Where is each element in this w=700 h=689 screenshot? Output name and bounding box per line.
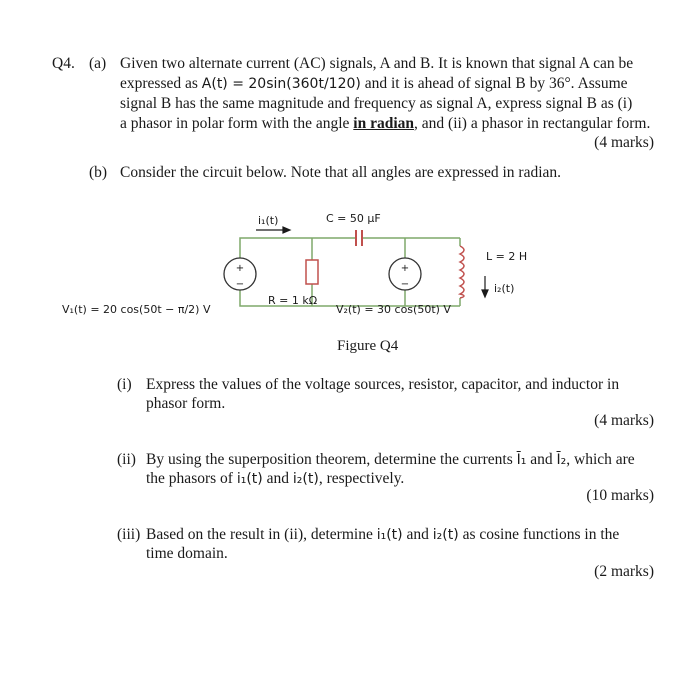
sub-ii-line1: [146, 450, 635, 470]
part-b-text: Consider the circuit below. Note that all angles are expressed in radian.: [120, 164, 562, 181]
v1-plus: +: [235, 263, 245, 274]
i2-label: i₂(t): [494, 282, 515, 295]
sub-i-marks: (4 marks): [594, 412, 654, 429]
sub-ii-line2-mid: and: [262, 470, 293, 487]
inductor-label: L = 2 H: [486, 250, 528, 263]
i1-arrow: [256, 227, 290, 233]
sub-ii-line2-pre: the phasors of: [146, 470, 237, 487]
signal-a-equation: A(t) = 20sin(360t/120): [201, 76, 361, 92]
part-b-label: (b): [89, 164, 108, 181]
v2-minus: −: [400, 279, 410, 290]
sub-ii-line2-post: , respectively.: [318, 470, 405, 487]
v2-label: V₂(t) = 30 cos(50t) V: [336, 303, 451, 316]
part-a-line4-pre: a phasor in polar form with the angle: [120, 115, 354, 132]
sub-ii-line1-post: , which are: [566, 451, 635, 468]
v1-label: V₁(t) = 20 cos(50t − π/2) V: [62, 303, 211, 316]
v2-plus: +: [400, 263, 410, 274]
part-a-line2: [120, 74, 628, 94]
inductor-symbol: [460, 246, 464, 298]
sub-i-label: (i): [117, 376, 132, 393]
resistor-symbol: [306, 260, 318, 284]
sub-ii-line1-pre: By using the superposition theorem, determine the currents: [146, 451, 517, 468]
i1-phasor: Ī₁: [516, 452, 527, 468]
top-wire: [240, 238, 460, 258]
v1-minus: −: [235, 279, 245, 290]
part-a-line2-post: and it is ahead of signal B by 36°. Assume: [360, 75, 628, 92]
in-radian-emphasis: in radian: [353, 115, 415, 132]
sub-i-line1: Express the values of the voltage sources, resistor, capacitor, and inductor in: [146, 376, 620, 393]
i2-phasor: Ī₂: [556, 452, 567, 468]
sub-ii-line2: [146, 469, 404, 489]
sub-iii-line1-post: as cosine functions in the: [458, 526, 620, 543]
v2-source: [389, 258, 421, 290]
sub-iii-line2: time domain.: [146, 545, 228, 562]
i1t: i₁(t): [376, 527, 403, 543]
question-number: Q4.: [52, 55, 75, 72]
part-a-line1: Given two alternate current (AC) signals, A and B. It is known that signal A can be: [120, 55, 634, 72]
sub-ii-marks: (10 marks): [586, 487, 654, 504]
sub-ii-label: (ii): [117, 451, 136, 468]
i2-arrow: [482, 276, 488, 297]
i1-label: i₁(t): [258, 214, 279, 227]
capacitor-label: C = 50 μF: [326, 212, 381, 225]
part-a-label: (a): [89, 55, 107, 72]
sub-ii-line1-mid: and: [526, 451, 557, 468]
sub-iii-line1-pre: Based on the result in (ii), determine: [146, 526, 377, 543]
part-a-line4: [120, 114, 650, 133]
i2t: i₂(t): [292, 471, 319, 487]
part-a-line2-pre: expressed as: [120, 75, 202, 92]
sub-iii-line1: [146, 525, 619, 545]
figure-caption: Figure Q4: [337, 338, 399, 354]
v1-source: [224, 258, 256, 290]
resistor-label: R = 1 kΩ: [268, 294, 318, 307]
i1t: i₁(t): [236, 471, 263, 487]
sub-iii-label: (iii): [117, 526, 141, 543]
sub-iii-line1-mid: and: [402, 526, 433, 543]
part-a-line3: signal B has the same magnitude and frequency as signal A, express signal B as (i): [120, 95, 633, 112]
sub-iii-marks: (2 marks): [594, 563, 654, 580]
i2t: i₂(t): [432, 527, 459, 543]
part-a-marks: (4 marks): [594, 134, 654, 151]
sub-i-line2: phasor form.: [146, 395, 226, 412]
part-a-line4-post: , and (ii) a phasor in rectangular form.: [414, 115, 651, 132]
circuit-diagram: [0, 200, 700, 330]
